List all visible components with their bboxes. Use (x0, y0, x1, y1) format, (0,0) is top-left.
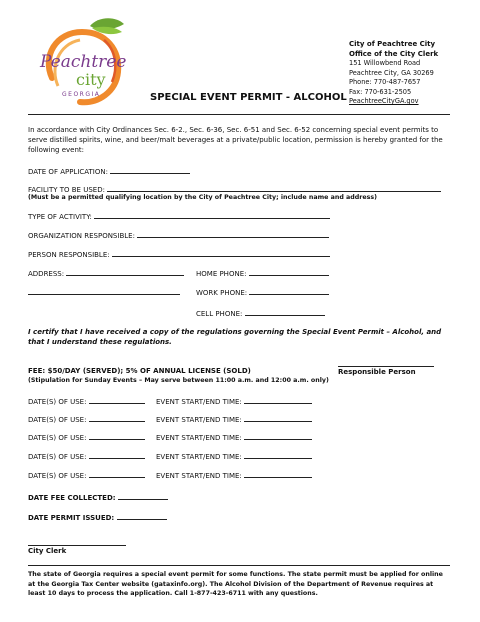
home-phone-row (196, 268, 329, 279)
time-row-4 (156, 451, 312, 462)
person-row (28, 249, 330, 260)
dates-row-4 (28, 451, 145, 462)
dates-row-3 (28, 432, 145, 443)
intro-paragraph: In accordance with City Ordinances Sec. 6-2., Sec. 6-36, Sec. 6-51 and Sec. 6-52 concerning special event permits to serve distilled spirits, wine, and beer/malt beverages at a private/public location, permission is hereby granted for the following event: (28, 126, 443, 154)
address-field[interactable] (66, 268, 184, 276)
permit-issued-row (28, 512, 167, 523)
fee-collected-row (28, 492, 168, 503)
home-phone-field[interactable] (249, 268, 329, 276)
dates-field[interactable] (89, 451, 145, 459)
dates-label: DATE(S) OF USE: (28, 453, 87, 461)
time-label: EVENT START/END TIME: (156, 453, 242, 461)
dates-label: DATE(S) OF USE: (28, 416, 87, 424)
responsible-person-label: Responsible Person (338, 368, 416, 376)
cell-phone-field[interactable] (245, 308, 325, 316)
time-label: EVENT START/END TIME: (156, 416, 242, 424)
time-label: EVENT START/END TIME: (156, 434, 242, 442)
time-label: EVENT START/END TIME: (156, 472, 242, 480)
permit-issued-label: DATE PERMIT ISSUED: (28, 514, 115, 522)
office-website-link[interactable]: PeachtreeCityGA.gov (349, 97, 419, 105)
activity-row (28, 211, 330, 222)
date-of-application-label: DATE OF APPLICATION: (28, 168, 108, 176)
form-title: SPECIAL EVENT PERMIT - ALCOHOL (150, 92, 347, 103)
cell-phone-row (196, 308, 325, 319)
date-of-application-row (28, 166, 190, 177)
organization-field[interactable] (137, 230, 329, 238)
fee-line: FEE: $50/DAY (SERVED); 5% OF ANNUAL LICENSE (SOLD) (28, 367, 251, 375)
office-line2: Office of the City Clerk (349, 49, 439, 58)
address-row-2 (28, 287, 180, 298)
organization-label: ORGANIZATION RESPONSIBLE: (28, 232, 135, 240)
address-label: ADDRESS: (28, 270, 65, 278)
dates-field[interactable] (89, 470, 145, 478)
work-phone-label: WORK PHONE: (196, 289, 248, 297)
responsible-signature-line[interactable] (338, 366, 434, 367)
time-field[interactable] (244, 414, 312, 422)
peachtree-city-logo (32, 16, 132, 108)
footer-note: The state of Georgia requires a special event permit for some functions. The state permit must be applied for online at the Georgia Tax Center website (gataxinfo.org). The Alcohol Division of the Department of Revenue requires at least 10 days to process the application. Call 1-877-423-6711 with any questions. (28, 571, 443, 597)
time-field[interactable] (244, 470, 312, 478)
office-fax: Fax: 770-631-2505 (349, 87, 412, 96)
time-row-1 (156, 396, 312, 407)
fee-collected-field[interactable] (118, 492, 168, 500)
dates-field[interactable] (89, 396, 145, 404)
office-citystate: Peachtree City, GA 30269 (349, 68, 434, 77)
person-field[interactable] (112, 249, 330, 257)
dates-field[interactable] (89, 432, 145, 440)
time-field[interactable] (244, 451, 312, 459)
office-address (349, 40, 438, 107)
cell-phone-label: CELL PHONE: (196, 310, 243, 318)
time-label: EVENT START/END TIME: (156, 398, 242, 406)
facility-field[interactable] (107, 184, 441, 192)
office-phone: Phone: 770-487-7657 (349, 78, 421, 86)
date-of-application-field[interactable] (110, 166, 190, 174)
address-row (28, 268, 184, 279)
logo-state: GEORGIA (62, 91, 101, 98)
certification-statement: I certify that I have received a copy of the regulations governing the Special Event Permit – Alcohol, and that I understand these regulations. (28, 328, 442, 346)
activity-label: TYPE OF ACTIVITY: (28, 213, 92, 221)
office-line1: City of Peachtree City (349, 40, 436, 48)
fee-collected-label: DATE FEE COLLECTED: (28, 494, 116, 502)
time-row-5 (156, 470, 312, 481)
address-field-2[interactable] (28, 287, 180, 295)
work-phone-row (196, 287, 329, 298)
time-field[interactable] (244, 396, 312, 404)
dates-row-5 (28, 470, 145, 481)
facility-label: FACILITY TO BE USED: (28, 186, 105, 194)
work-phone-field[interactable] (249, 287, 329, 295)
time-field[interactable] (244, 432, 312, 440)
dates-row-2 (28, 414, 145, 425)
city-clerk-label: City Clerk (28, 547, 67, 555)
organization-row (28, 230, 329, 241)
activity-field[interactable] (94, 211, 330, 219)
facility-note: (Must be a permitted qualifying location by the City of Peachtree City; include name and address) (28, 194, 378, 201)
home-phone-label: HOME PHONE: (196, 270, 247, 278)
logo-city: city (76, 70, 106, 89)
dates-label: DATE(S) OF USE: (28, 472, 87, 480)
dates-row-1 (28, 396, 145, 407)
sunday-stipulation: (Stipulation for Sunday Events – May serve between 11:00 a.m. and 12:00 a.m. only) (28, 377, 329, 384)
footer-divider (28, 565, 450, 566)
dates-label: DATE(S) OF USE: (28, 434, 87, 442)
time-row-2 (156, 414, 312, 425)
city-clerk-signature-line[interactable] (28, 545, 126, 546)
header-divider (28, 114, 450, 115)
person-label: PERSON RESPONSIBLE: (28, 251, 110, 259)
dates-field[interactable] (89, 414, 145, 422)
logo-name: Peachtree (40, 52, 127, 72)
dates-label: DATE(S) OF USE: (28, 398, 87, 406)
office-street: 151 Willowbend Road (349, 59, 421, 67)
time-row-3 (156, 432, 312, 443)
permit-issued-field[interactable] (117, 512, 167, 520)
